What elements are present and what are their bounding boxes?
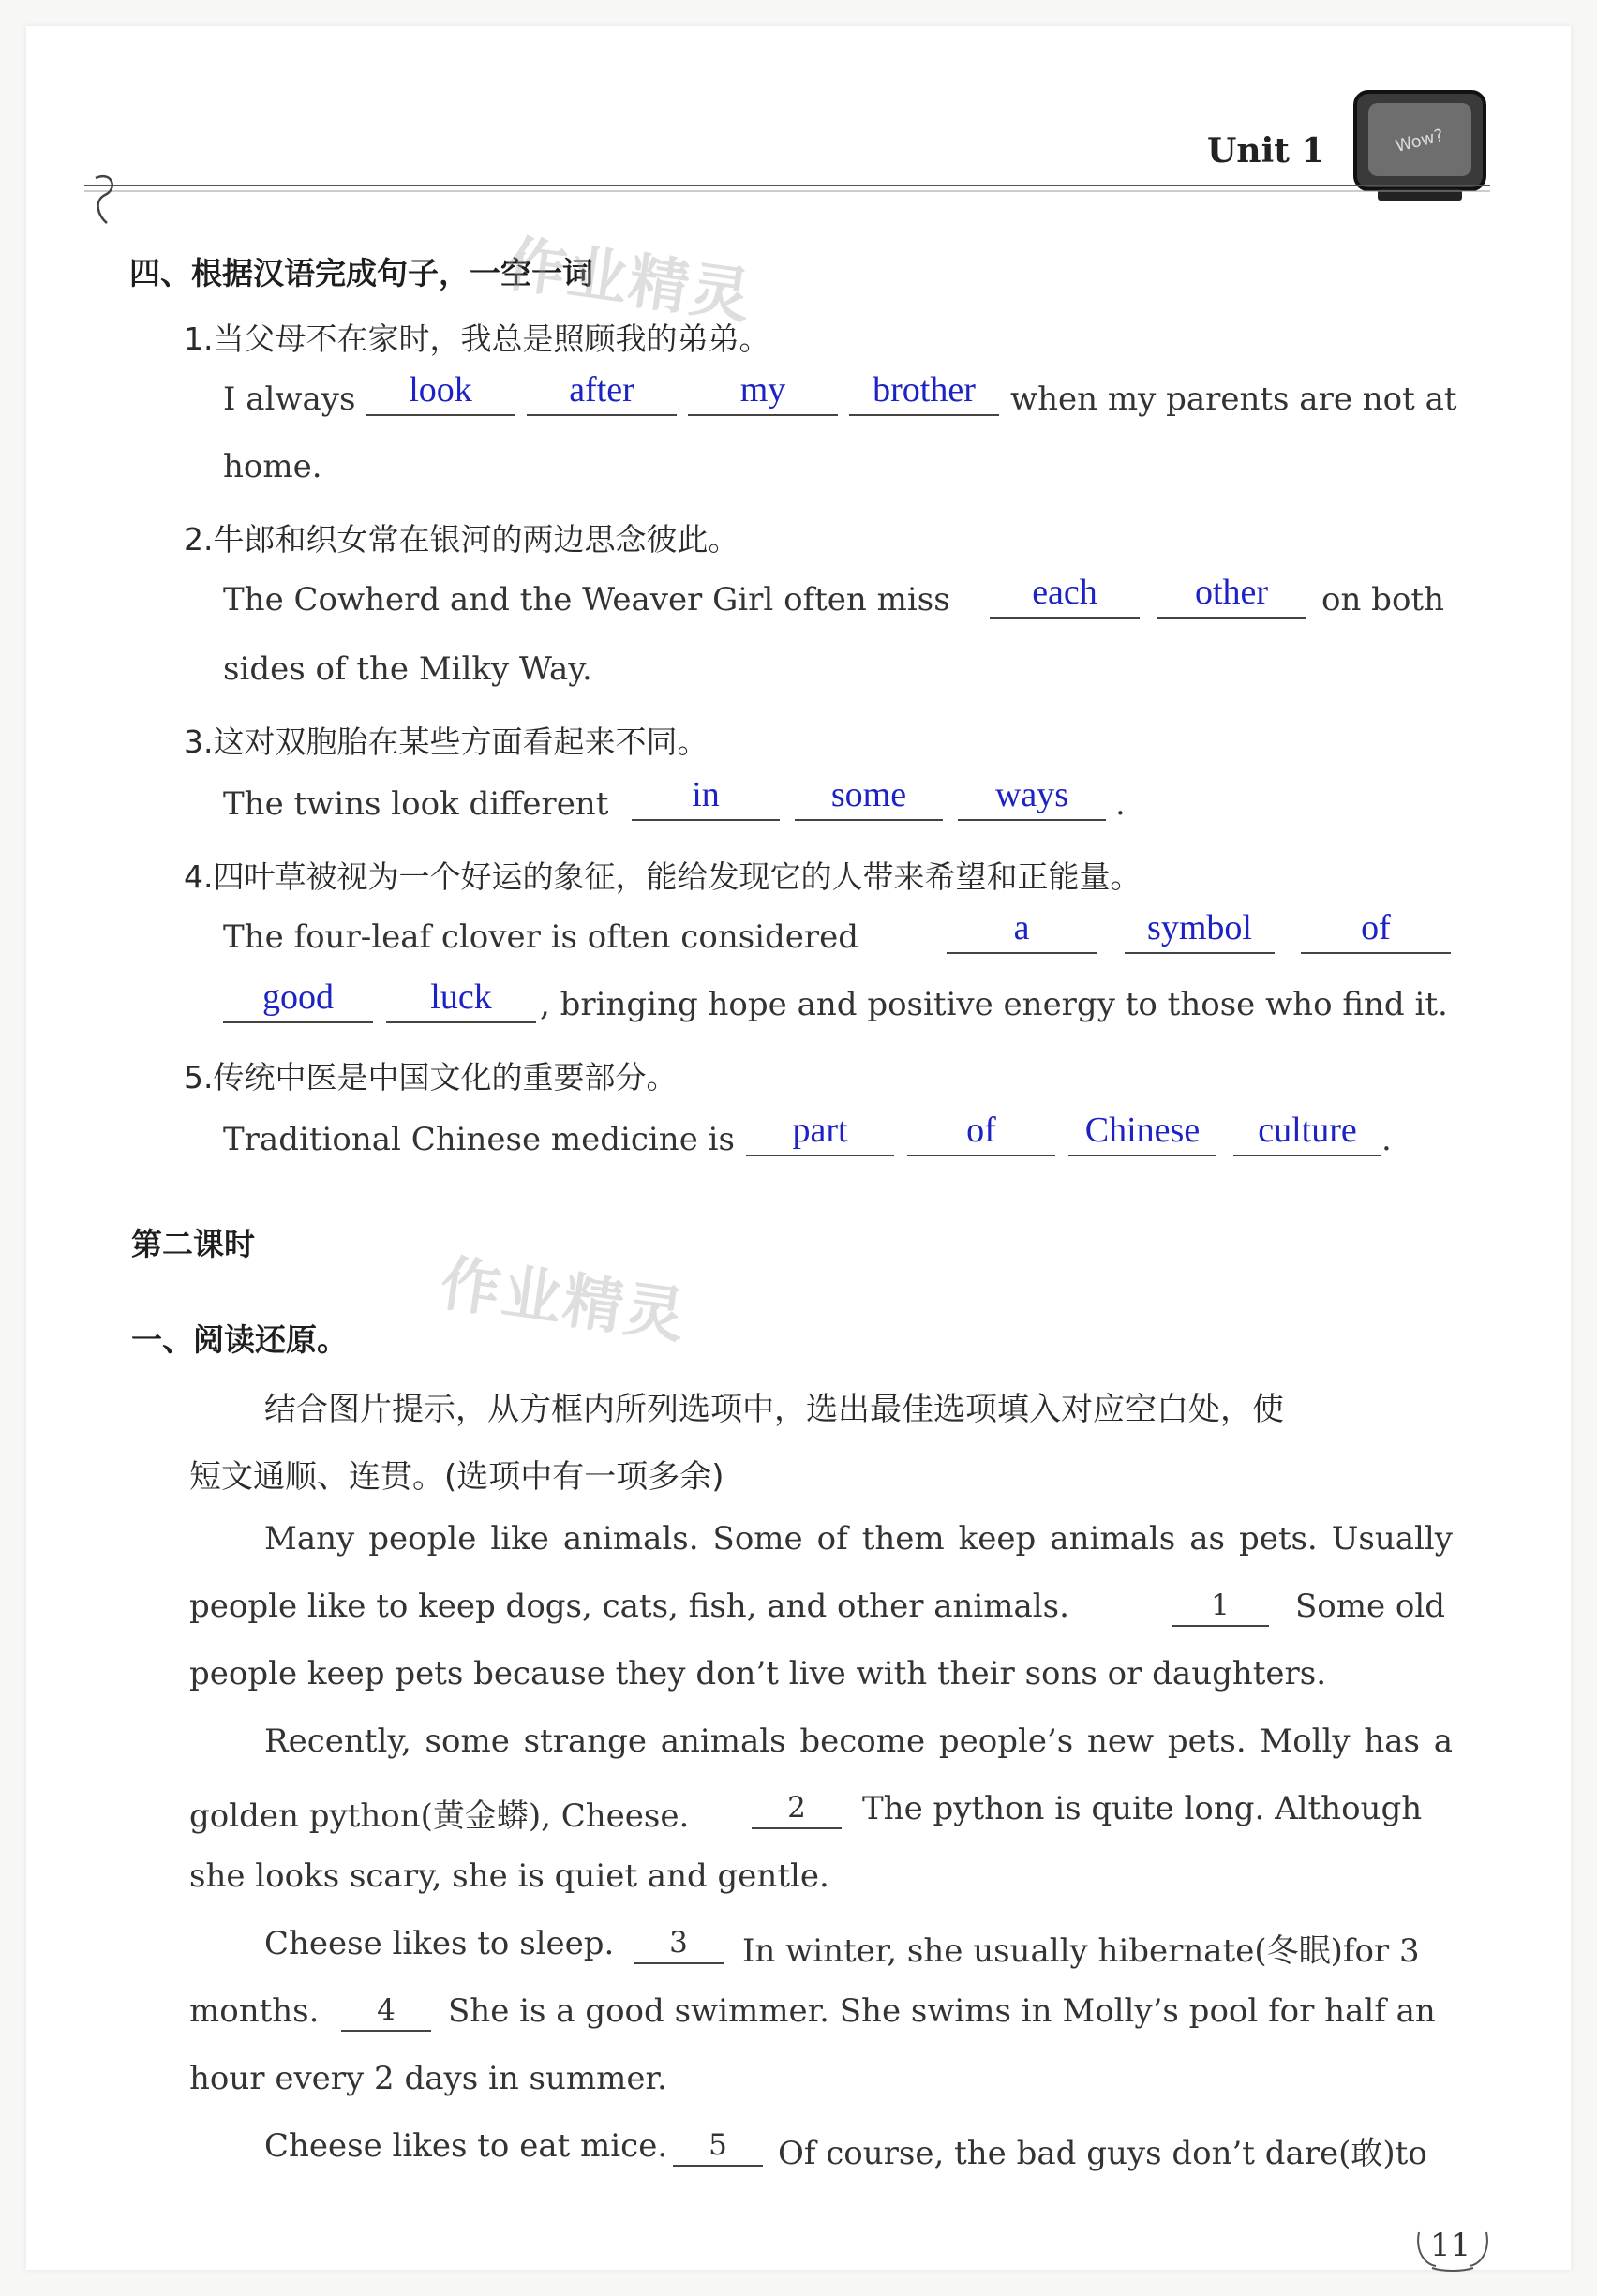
- p4-line1b: Of course, the bad guys don’t dare(敢)to: [778, 2135, 1427, 2172]
- item1-answer-4: brother: [849, 371, 999, 416]
- item4-answer-4: good: [223, 978, 373, 1023]
- p2-line2b: The python is quite long. Although: [862, 1790, 1423, 1827]
- blank-4: 4: [341, 1992, 431, 2032]
- instructions-line1: 结合图片提示，从方框内所列选项中，选出最佳选项填入对应空白处，使: [264, 1391, 1284, 1428]
- p2-line3: she looks scary, she is quiet and gentle.: [189, 1857, 829, 1895]
- item4-answer-5: luck: [386, 978, 536, 1023]
- item3-answer-2: some: [795, 776, 943, 821]
- p1-line2a: people like to keep dogs, cats, fish, and other animals.: [189, 1588, 1069, 1625]
- item1-line2: home.: [223, 448, 322, 485]
- item2-number: 2.: [184, 521, 214, 558]
- item3-post: .: [1115, 785, 1126, 823]
- item4-chinese-text: 四叶草被视为一个好运的象征，能给发现它的人带来希望和正能量。: [213, 858, 1142, 895]
- p3-line1a: Cheese likes to sleep.: [264, 1925, 615, 1962]
- item3-chinese-text: 这对双胞胎在某些方面看起来不同。: [213, 723, 709, 760]
- item3-chinese: [184, 718, 709, 762]
- lesson2-title: 第二课时: [131, 1226, 255, 1262]
- item2-line2: sides of the Milky Way.: [223, 650, 592, 688]
- p2-line2a: golden python(黄金蟒), Cheese.: [189, 1797, 690, 1835]
- blank-5: 5: [673, 2127, 763, 2167]
- p4-line1a: Cheese likes to eat mice.: [264, 2127, 668, 2165]
- watermark-1: 作业精灵: [501, 229, 757, 333]
- item3-pre: The twins look different: [223, 785, 609, 823]
- p1-line3: people keep pets because they don’t live with their sons or daughters.: [189, 1655, 1327, 1692]
- blank-3: 3: [634, 1925, 724, 1964]
- item1-chinese-text: 当父母不在家时，我总是照顾我的弟弟。: [213, 321, 770, 357]
- item4-chinese: [184, 853, 1142, 897]
- unit-label: Unit 1: [1207, 131, 1325, 171]
- item4-pre: The four-leaf clover is often considered: [223, 918, 859, 956]
- item2-answer-2: other: [1157, 574, 1306, 619]
- item5-answer-3: Chinese: [1068, 1111, 1216, 1156]
- item1-pre: I always: [223, 380, 356, 418]
- p1-line1: Many people like animals. Some of them keep animals as pets. Usually: [264, 1520, 1453, 1558]
- item1-post: when my parents are not at: [1010, 380, 1457, 418]
- reading-section-title: 一、阅读还原。: [131, 1321, 348, 1358]
- item4-post: , bringing hope and positive energy to those who find it.: [540, 986, 1448, 1023]
- blank-1: 1: [1172, 1588, 1269, 1627]
- tv-screen-text: Wow?: [1393, 126, 1446, 157]
- item4-number: 4.: [184, 858, 214, 895]
- item1-answer-2: after: [527, 371, 677, 416]
- item2-post: on both: [1321, 581, 1444, 619]
- item5-post: .: [1381, 1121, 1392, 1158]
- item2-answer-1: each: [990, 574, 1140, 619]
- item2-chinese: [184, 515, 739, 559]
- item3-answer-1: in: [632, 776, 780, 821]
- p3-line1b: In winter, she usually hibernate(冬眠)for 3: [742, 1932, 1420, 1970]
- item3-answer-3: ways: [958, 776, 1106, 821]
- item2-pre: The Cowherd and the Weaver Girl often miss: [223, 581, 950, 619]
- item4-answer-2: symbol: [1125, 909, 1275, 954]
- swirl-ornament-icon: [86, 167, 124, 232]
- item5-answer-2: of: [907, 1111, 1055, 1156]
- p3-line2a: months.: [189, 1992, 320, 2030]
- item5-answer-1: part: [746, 1111, 894, 1156]
- item1-answer-1: look: [366, 371, 515, 416]
- p1-line2b: Some old: [1295, 1588, 1446, 1625]
- blank-2: 2: [752, 1790, 842, 1829]
- item4-answer-1: a: [947, 909, 1097, 954]
- item1-number: 1.: [184, 321, 214, 357]
- item3-number: 3.: [184, 723, 214, 760]
- item5-chinese-text: 传统中医是中国文化的重要部分。: [213, 1059, 678, 1096]
- item5-answer-4: culture: [1233, 1111, 1381, 1156]
- watermark-2: 作业精灵: [436, 1248, 692, 1352]
- item5-chinese: [184, 1053, 678, 1097]
- item2-chinese-text: 牛郎和织女常在银河的两边思念彼此。: [213, 521, 739, 558]
- section4-title: 四、根据汉语完成句子，一空一词: [129, 255, 593, 291]
- item1-answer-3: my: [688, 371, 838, 416]
- item4-answer-3: of: [1301, 909, 1451, 954]
- item5-pre: Traditional Chinese medicine is: [223, 1121, 735, 1158]
- p2-line1: Recently, some strange animals become people’s new pets. Molly has a: [264, 1722, 1453, 1760]
- p3-line2b: She is a good swimmer. She swims in Molly’s pool for half an: [448, 1992, 1436, 2030]
- instructions-line2: 短文通顺、连贯。(选项中有一项多余): [189, 1458, 724, 1496]
- page-number: 11: [1430, 2227, 1471, 2264]
- p3-line3: hour every 2 days in summer.: [189, 2060, 667, 2097]
- item5-number: 5.: [184, 1059, 214, 1096]
- header-divider: [84, 180, 1490, 199]
